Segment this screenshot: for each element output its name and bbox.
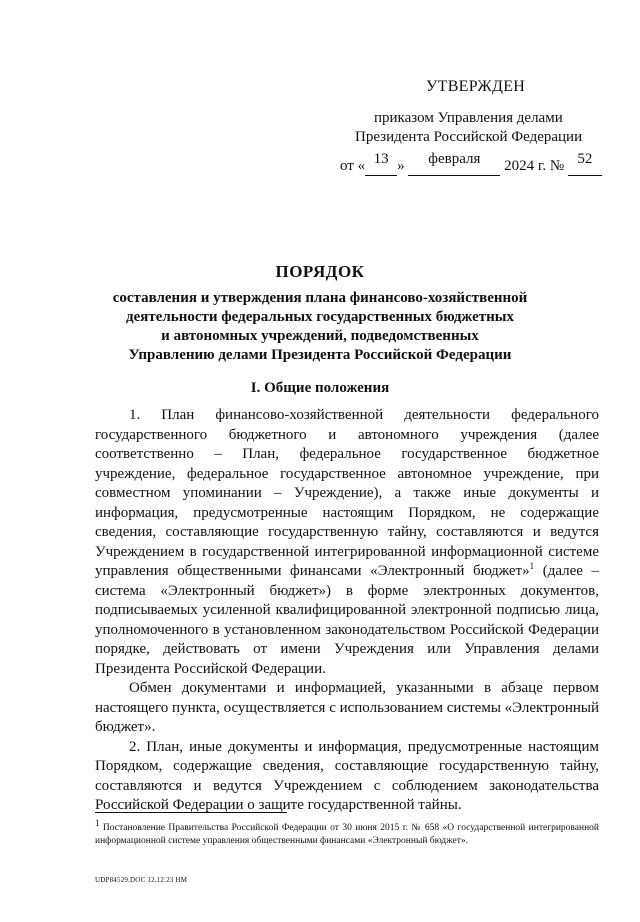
- order-number-field: [568, 151, 602, 176]
- footnote-mark: 1: [95, 817, 100, 828]
- footnote-reference: 1: [529, 561, 535, 571]
- paragraph-1-part-a: 1. План финансово-хозяйственной деятельности федерального государственного бюджетного и автономного учреждения (далее соответственно – План, федеральное государственное бюджетное учреждение, федеральное государственное автономное учреждение, при совместном упоминании – Учреждение), а также иные документы и информация, предусмотренные настоящим Порядком, не содержащие сведения, составляющие государственную тайну, составляются и ведутся Учреждением в государственной интегрированной информационной системе управления общественными финансами «Электронный бюджет»: [95, 407, 599, 579]
- approval-date-line: [340, 151, 602, 176]
- date-month-field: [408, 151, 500, 176]
- approval-order-line-2: Президента Российской Федерации: [355, 129, 583, 145]
- document-subtitle-line-4: Управлению делами Президента Российской Федерации: [128, 347, 512, 363]
- date-quote-close: »: [397, 158, 405, 174]
- footnote-text: Постановление Правительства Российской Федерации от 30 июня 2015 г. № 658 «О государственной интегрированной информационной системе управления общественными финансами «Электронный бюджет».: [95, 823, 599, 846]
- document-subtitle-line-2: деятельности федеральных государственных бюджетных: [126, 309, 514, 325]
- paragraph-2: Обмен документами и информацией, указанными в абзаце первом настоящего пункта, осуществляется с использованием системы «Электронный бюджет».: [95, 680, 599, 735]
- paragraph-1: [95, 406, 599, 679]
- document-subtitle-line-3: и автономных учреждений, подведомственных: [161, 328, 479, 344]
- file-code: UDP84529.DOC 12.12.23 НМ: [95, 876, 188, 884]
- order-number: 52: [577, 151, 593, 167]
- date-year: 2024 г. №: [504, 158, 565, 174]
- document-body: [95, 406, 599, 816]
- paragraph-3: 2. План, иные документы и информация, предусмотренные настоящим Порядком, содержащие сведения, составляющие государственную тайну, составляются и ведутся Учреждением с соблюдением законодательства Российской Федерации о защите государственной тайны.: [95, 738, 599, 813]
- document-title: ПОРЯДОК: [275, 262, 365, 281]
- date-day: 13: [373, 151, 389, 167]
- document-subtitle-line-1: составления и утверждения плана финансово-хозяйственной: [112, 290, 528, 306]
- date-month: февраля: [428, 151, 481, 167]
- footnote: [95, 817, 599, 848]
- paragraph-1-part-b: (далее – система «Электронный бюджет») в форме электронных документов, подписываемых усиленной квалифицированной электронной подписью лица, уполномоченного в установленном законодательством Российской Федерации порядке, действовать от имени Учреждения или Управления делами Президента Российской Федерации.: [95, 563, 599, 677]
- footnote-separator: [95, 812, 287, 813]
- date-prefix: от «: [340, 158, 366, 174]
- date-day-field: [365, 151, 397, 176]
- approval-heading: УТВЕРЖДЕН: [426, 78, 526, 95]
- approval-order-line-1: приказом Управления делами: [374, 110, 563, 126]
- section-heading: I. Общие положения: [250, 380, 390, 396]
